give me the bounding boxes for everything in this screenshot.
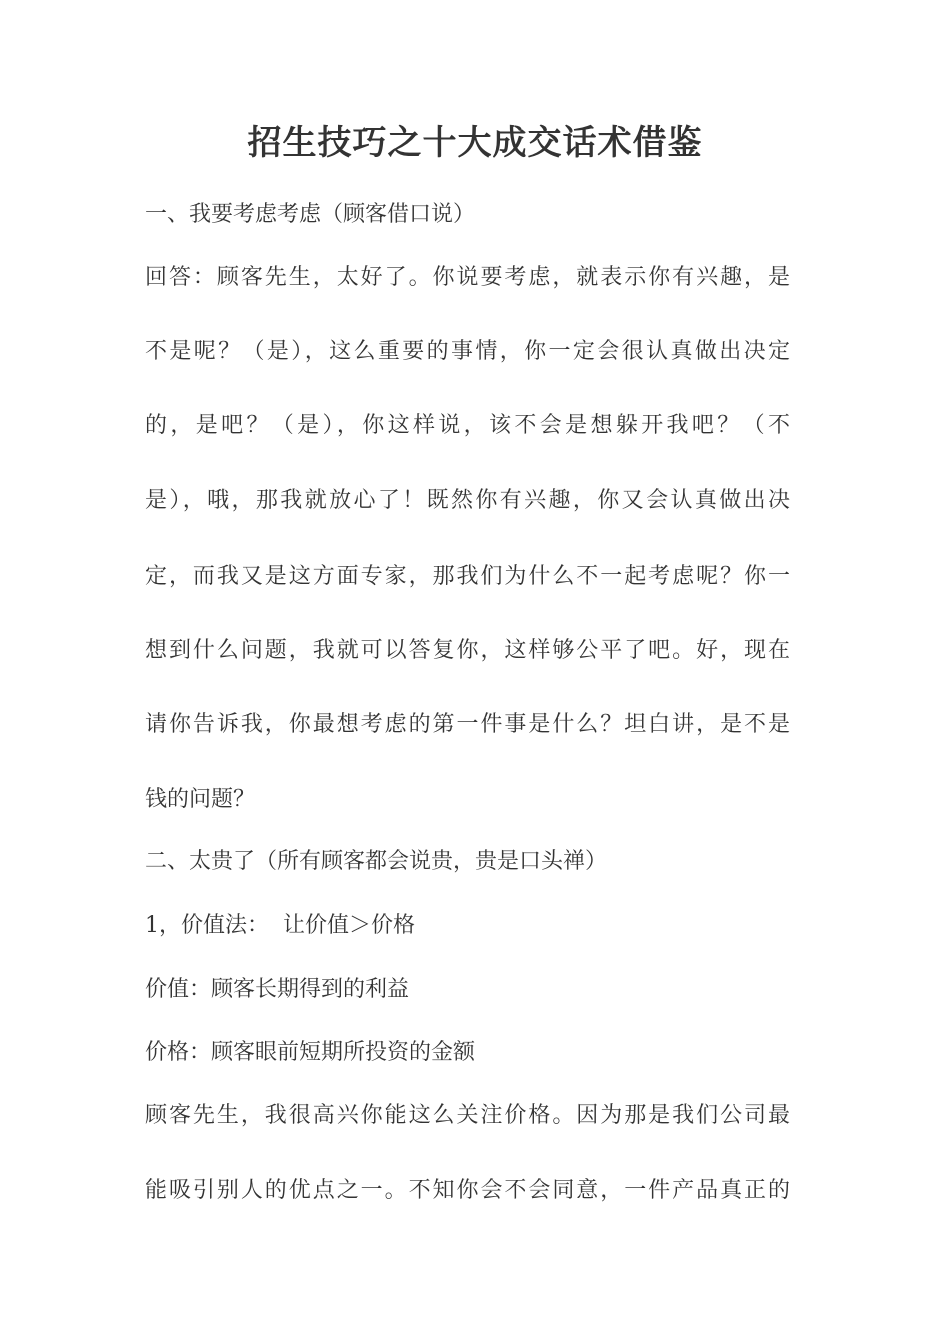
paragraph-line: 回答：顾客先生，太好了。你说要考虑，就表示你有兴趣，是 xyxy=(145,265,790,290)
definition-line: 价值：顾客长期得到的利益 xyxy=(145,977,410,1002)
document-title: 招生技巧之十大成交话术借鉴 xyxy=(247,123,703,163)
definition-line: 价格：顾客眼前短期所投资的金额 xyxy=(145,1040,476,1065)
paragraph-line: 是），哦，那我就放心了！既然你有兴趣，你又会认真做出决 xyxy=(145,488,790,513)
paragraph-line: 不是呢？（是），这么重要的事情，你一定会很认真做出决定 xyxy=(145,339,790,364)
paragraph-line: 能吸引别人的优点之一。不知你会不会同意，一件产品真正的 xyxy=(145,1178,790,1203)
section-heading: 二、太贵了（所有顾客都会说贵，贵是口头禅） xyxy=(145,849,608,874)
paragraph-line: 想到什么问题，我就可以答复你，这样够公平了吧。好，现在 xyxy=(145,638,790,663)
section-heading: 一、我要考虑考虑（顾客借口说） xyxy=(145,202,476,227)
paragraph-line: 请你告诉我，你最想考虑的第一件事是什么？坦白讲，是不是 xyxy=(145,712,790,737)
method-heading: 1，价值法： 让价值＞价格 xyxy=(145,913,415,938)
paragraph-line: 定，而我又是这方面专家，那我们为什么不一起考虑呢？你一 xyxy=(145,564,790,589)
paragraph-line: 的，是吧？（是），你这样说，该不会是想躲开我吧？（不 xyxy=(145,413,790,438)
paragraph-line: 顾客先生，我很高兴你能这么关注价格。因为那是我们公司最 xyxy=(145,1103,790,1128)
paragraph-line: 钱的问题？ xyxy=(145,787,256,812)
